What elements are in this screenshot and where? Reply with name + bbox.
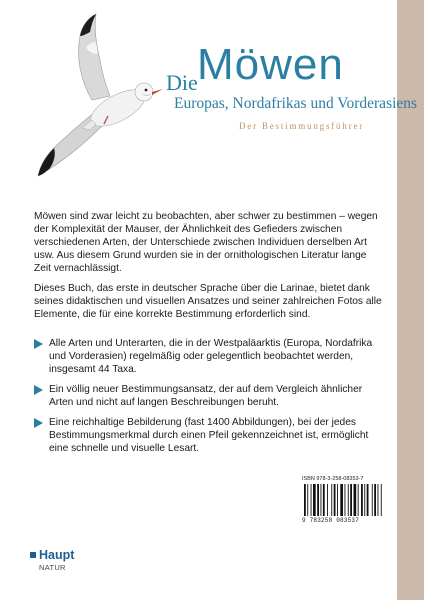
- barcode-bar: [331, 484, 332, 516]
- barcode-bar: [381, 484, 382, 516]
- isbn-number: ISBN 978-3-258-08353-7: [302, 476, 364, 482]
- arrow-bullet-icon: [34, 339, 43, 349]
- barcode-bar: [345, 484, 346, 516]
- publisher-name: Haupt: [39, 548, 75, 562]
- barcode-bar: [317, 484, 319, 516]
- barcode-bar: [304, 484, 306, 516]
- title-article: Die: [166, 70, 198, 95]
- barcode-bar: [307, 484, 308, 516]
- book-tagline: Der Bestimmungsführer: [239, 121, 365, 131]
- barcode: [302, 484, 386, 516]
- barcode-digits: 9 783258 083537: [302, 517, 360, 524]
- barcode-bar: [372, 484, 373, 516]
- barcode-bar: [348, 484, 349, 516]
- barcode-bar: [337, 484, 338, 516]
- barcode-bar: [323, 484, 325, 516]
- barcode-bar: [361, 484, 363, 516]
- barcode-bar: [327, 484, 328, 516]
- book-spine: [397, 0, 424, 600]
- feature-item: [34, 416, 386, 455]
- blurb-paragraph: Möwen sind zwar leicht zu beobachten, aber schwer zu bestimmen – wegen der Komplexität der Mauser, der Ähnlichkeit des Gefieders zwischen verschiedenen Arten, der Unterschiede zwischen Individuen derselben Art usw. Aus diesem Grund wurden sie in der ornithologischen Literatur lange Zeit vernachlässigt.: [34, 211, 378, 274]
- feature-text: Eine reichhaltige Bebilderung (fast 1400 Abbildungen), bei der jedes Bestimmungsmerkmal durch einen Pfeil gekennzeichnet ist, ermöglicht eine schnelle und visuelle Lesart.: [49, 417, 369, 454]
- barcode-bar: [350, 484, 352, 516]
- barcode-bar: [367, 484, 369, 516]
- feature-list: [34, 337, 386, 462]
- publisher-series: NATUR: [39, 563, 66, 572]
- barcode-bar: [364, 484, 365, 516]
- book-subtitle: Europas, Nordafrikas und Vorderasiens: [174, 95, 418, 112]
- barcode-bar: [354, 484, 357, 516]
- barcode-bar: [378, 484, 379, 516]
- publisher-logo: [30, 548, 74, 572]
- book-title: Möwen: [197, 40, 344, 89]
- barcode-bar: [321, 484, 322, 516]
- publisher-mark-icon: [30, 552, 36, 558]
- barcode-bar: [374, 484, 376, 516]
- arrow-bullet-icon: [34, 385, 43, 395]
- arrow-bullet-icon: [34, 418, 43, 428]
- barcode-bar: [358, 484, 359, 516]
- feature-text: Ein völlig neuer Bestimmungsansatz, der auf dem Vergleich ähnlicher Arten und nicht auf langen Beschreibungen beruht.: [49, 384, 363, 408]
- blurb-paragraph: Dieses Buch, das erste in deutscher Sprache über die Larinae, bietet dank seines didaktischen und visuellen Ansatzes und seiner zahlreichen Fotos alle Elemente, die für eine korrekte Bestimmung erforderlich sind.: [34, 283, 382, 320]
- barcode-bar: [313, 484, 316, 516]
- gull-in-flight-photo: [30, 8, 180, 193]
- barcode-bar: [340, 484, 343, 516]
- feature-item: [34, 383, 386, 409]
- barcode-bar: [311, 484, 312, 516]
- feature-item: [34, 337, 386, 376]
- barcode-bar: [334, 484, 336, 516]
- feature-text: Alle Arten und Unterarten, die in der Westpaläarktis (Europa, Nordafrika und Vorderasien) regelmäßig oder gelegentlich beobachtet werden, insgesamt 44 Taxa.: [49, 338, 373, 375]
- isbn-barcode-block: [302, 476, 386, 524]
